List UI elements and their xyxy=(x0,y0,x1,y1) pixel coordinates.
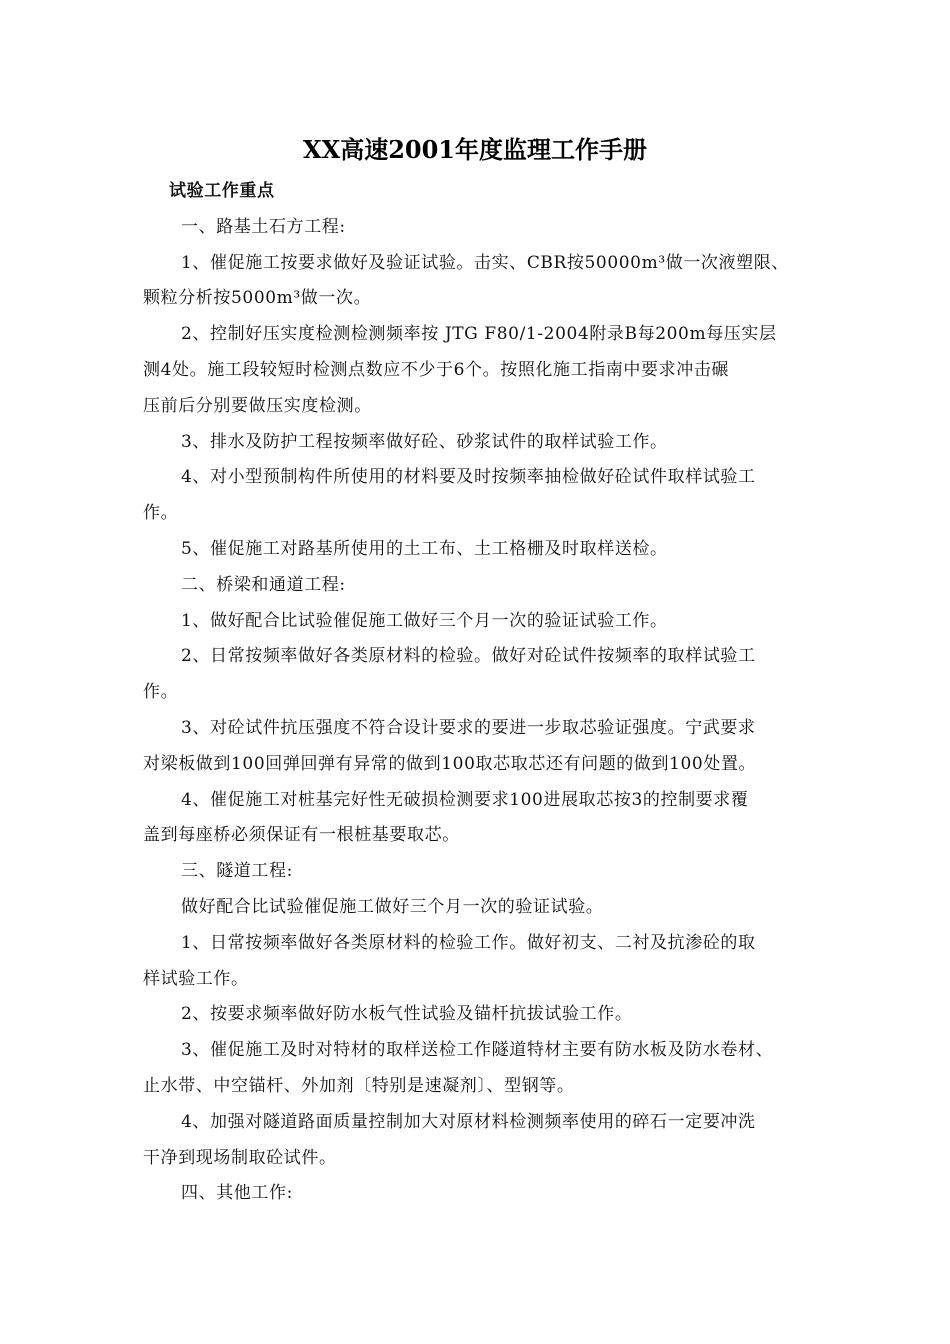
section-heading-3: 三、隧道工程: xyxy=(181,861,293,882)
section-subtitle: 试验工作重点 xyxy=(169,181,275,201)
paragraph-line: 止水带、中空锚杆、外加剂〔特别是速凝剂〕、型钢等。 xyxy=(143,1075,575,1096)
paragraph-line: 颗粒分析按5000m³做一次。 xyxy=(143,288,372,309)
section-heading-1: 一、路基土石方工程: xyxy=(181,216,346,237)
section-heading-2: 二、桥梁和通道工程: xyxy=(181,574,346,595)
paragraph-line: 4、加强对隧道路面质量控制加大对原材料检测频率使用的碎石一定要冲洗 xyxy=(181,1111,756,1132)
paragraph-line: 4、催促施工对桩基完好性无破损检测要求100进展取芯按3的控制要求覆 xyxy=(181,789,749,810)
paragraph-line: 2、日常按频率做好各类原材料的检验。做好对砼试件按频率的取样试验工 xyxy=(181,646,756,667)
paragraph-line: 作。 xyxy=(143,682,179,703)
paragraph-line: 作。 xyxy=(143,503,179,524)
document-title: XX高速2001年度监理工作手册 xyxy=(302,135,648,164)
paragraph-line: 3、催促施工及时对特材的取样送检工作隧道特材主要有防水板及防水卷材、 xyxy=(181,1040,774,1061)
paragraph-line: 1、日常按频率做好各类原材料的检验工作。做好初支、二衬及抗渗砼的取 xyxy=(181,932,756,953)
paragraph-line: 1、做好配合比试验催促施工做好三个月一次的验证试验工作。 xyxy=(181,610,668,631)
document-body xyxy=(143,174,813,1212)
paragraph-line: 3、排水及防护工程按频率做好砼、砂浆试件的取样试验工作。 xyxy=(181,431,668,452)
section-heading-4: 四、其他工作: xyxy=(181,1183,293,1204)
paragraph-line: 样试验工作。 xyxy=(143,968,249,989)
paragraph-line: 盖到每座桥必须保证有一根桩基要取芯。 xyxy=(143,825,460,846)
paragraph-line: 2、按要求频率做好防水板气性试验及锚杆抗拔试验工作。 xyxy=(181,1004,633,1025)
paragraph-line: 2、控制好压实度检测检测频率按 JTG F80/1-2004附录B每200m每压实层 xyxy=(181,324,777,345)
paragraph-line: 对梁板做到100回弹回弹有异常的做到100取芯取芯还有问题的做到100处置。 xyxy=(143,753,757,774)
paragraph-line: 1、催促施工按要求做好及验证试验。击实、CBR按50000m³做一次液塑限、 xyxy=(181,252,789,273)
paragraph-line: 4、对小型预制构件所使用的材料要及时按频率抽检做好砼试件取样试验工 xyxy=(181,467,756,488)
paragraph-line: 做好配合比试验催促施工做好三个月一次的验证试验。 xyxy=(181,896,604,917)
paragraph-line: 3、对砼试件抗压强度不符合设计要求的要进一步取芯验证强度。宁武要求 xyxy=(181,717,756,738)
paragraph-line: 测4处。施工段较短时检测点数应不少于6个。按照化施工指南中要求冲击碾 xyxy=(143,359,730,380)
paragraph-line: 5、催促施工对路基所使用的土工布、土工格栅及时取样送检。 xyxy=(181,538,668,559)
paragraph-line: 干净到现场制取砼试件。 xyxy=(143,1147,337,1168)
paragraph-line: 压前后分别要做压实度检测。 xyxy=(143,395,372,416)
